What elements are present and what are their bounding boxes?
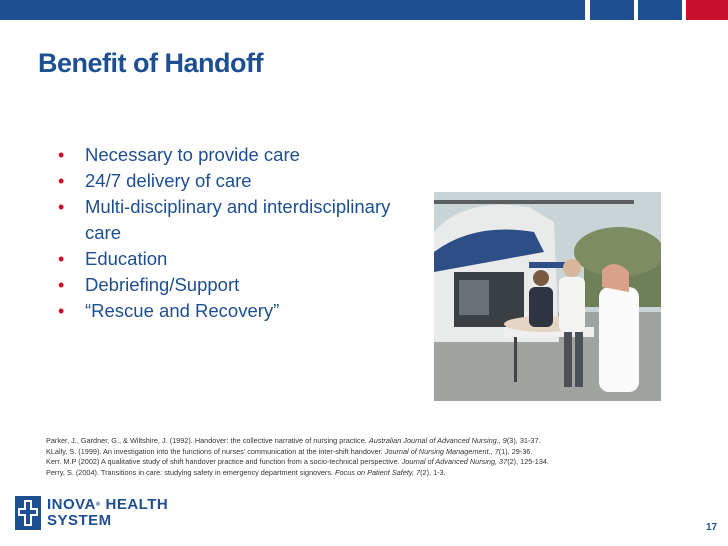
header-square-2 (638, 0, 682, 20)
bullet-list (56, 142, 406, 324)
helicopter-patient-transport-photo (434, 192, 661, 401)
logo-text (47, 497, 168, 529)
bullet-item: • “Rescue and Recovery” (56, 298, 406, 324)
inova-logo (15, 496, 168, 530)
bullet-dot-icon: • (58, 197, 65, 217)
logo-line-2: SYSTEM (47, 512, 112, 529)
bullet-dot-icon: • (58, 249, 65, 269)
reference-item: KLally, S. (1999). An investigation into the functions of nurses' communication at the inter-shift handover. Journal of Nursing Management., 7(1), 29-36. (46, 446, 533, 456)
reference-item: Perry, S. (2004). Transitions in care: studying safety in emergency department signovers. Focus on Patient Safety, 7(2), 1-3. (46, 467, 446, 477)
slide-title: Benefit of Handoff (38, 48, 263, 78)
reference-item: Kerr. M.P (2002) A qualitative study of shift handover practice and function from a socio-technical perspective. Journal of Advanced Nursing, 37(2), 125-134. (46, 457, 549, 466)
reference-item: Parker, J., Gardner, G., & Wiltshire, J. (1992). Handover: the collective narrative of nursing practice. Australian Journal of Advanced Nursing., 9(3), 31-37. (46, 436, 541, 445)
inova-cross-logo-icon (15, 496, 41, 530)
bullet-item: • Necessary to provide care (56, 142, 406, 168)
bullet-item: • 24/7 delivery of care (56, 168, 406, 194)
bullet-item: • Multi-disciplinary and interdisciplinary care (58, 196, 391, 243)
header-bar (0, 0, 585, 20)
references (46, 436, 706, 478)
bullet-dot-icon: • (58, 171, 65, 191)
header-square-1 (590, 0, 634, 20)
logo-line-1: INOVA® HEALTH (47, 496, 169, 513)
header-square-red (686, 0, 728, 20)
bullet-item: • Education (56, 246, 406, 272)
bullet-item: • Debriefing/Support (56, 272, 406, 298)
bullet-dot-icon: • (58, 301, 65, 321)
header-squares (590, 0, 728, 20)
page-number: 17 (706, 522, 718, 533)
bullet-dot-icon: • (58, 275, 65, 295)
bullet-dot-icon: • (58, 145, 65, 165)
